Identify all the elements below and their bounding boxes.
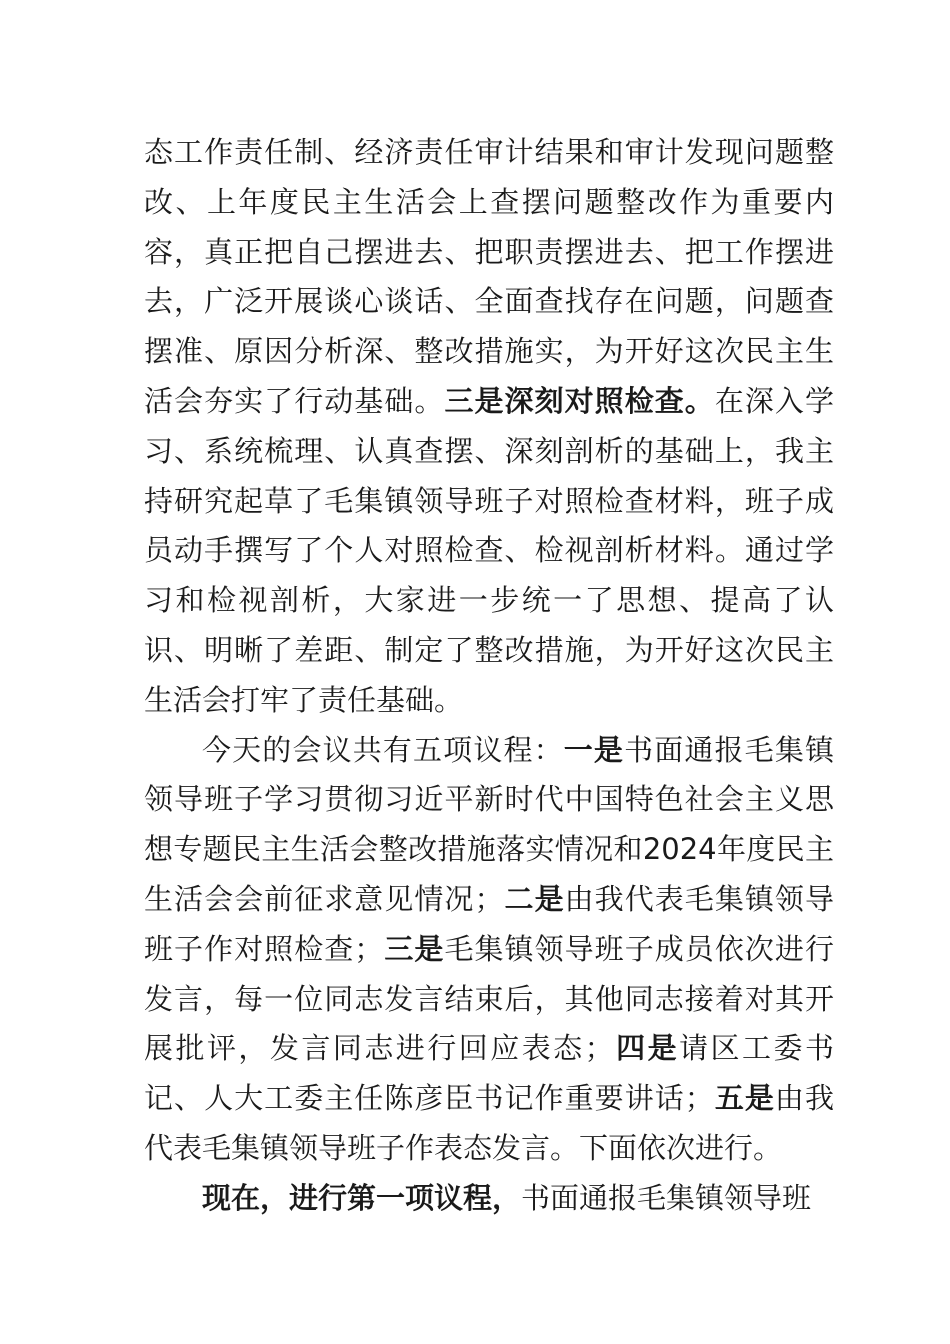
agenda-item-4-label: 四是 [613, 1031, 680, 1066]
paragraph-3-bold-heading: 现在，进行第一项议程， [202, 1180, 522, 1215]
paragraph-1-text-a: 态工作责任制、经济责任审计结果和审计发现问题整改、上年度民主生活会上查摆问题整改作为重要内容，真正把自己摆进去、把职责摆进去、把工作摆进去，广泛开展谈心谈话、全面查找存在问题，问题查摆准、原因分析深、整改措施实，为开好这次民主生活会夯实了行动基础。 [144, 135, 834, 418]
agenda-item-2-label: 二是 [503, 881, 565, 916]
paragraph-1 [144, 128, 834, 726]
agenda-item-3-text: 毛集镇领导班子成员依次进行发言，每一位同志发言结束后，其他同志接着对其开展批评，发言同志进行回应表态； [144, 931, 834, 1066]
document-body [144, 128, 834, 1224]
agenda-item-4-text: 请区工委书记、人大工委主任陈彦臣书记作重要讲话； [144, 1031, 834, 1116]
paragraph-2-agenda [144, 726, 834, 1174]
agenda-intro: 今天的会议共有五项议程： [202, 732, 564, 767]
paragraph-1-text-b: 在深入学习、系统梳理、认真查摆、深刻剖析的基础上，我主持研究起草了毛集镇领导班子对照检查材料，班子成员动手撰写了个人对照检查、检视剖析材料。通过学习和检视剖析，大家进一步统一了思想、提高了认识、明晰了差距、制定了整改措施，为开好这次民主生活会打牢了责任基础。 [144, 383, 834, 717]
paragraph-3-text: 书面通报毛集镇领导班 [521, 1180, 812, 1215]
paragraph-3 [144, 1174, 834, 1224]
agenda-item-3-label: 三是 [383, 931, 445, 966]
agenda-item-1-text: 书面通报毛集镇领导班子学习贯彻习近平新时代中国特色社会主义思想专题民主生活会整改措施落实情况和2024年度民主生活会会前征求意见情况； [144, 732, 834, 916]
paragraph-1-bold-heading: 三是深刻对照检查。 [444, 383, 715, 418]
agenda-item-2-text: 由我代表毛集镇领导班子作对照检查； [144, 881, 834, 966]
agenda-item-5-text: 由我代表毛集镇领导班子作表态发言。下面依次进行。 [144, 1081, 834, 1165]
agenda-item-5-label: 五是 [713, 1081, 775, 1116]
agenda-item-1-label: 一是 [563, 732, 625, 767]
